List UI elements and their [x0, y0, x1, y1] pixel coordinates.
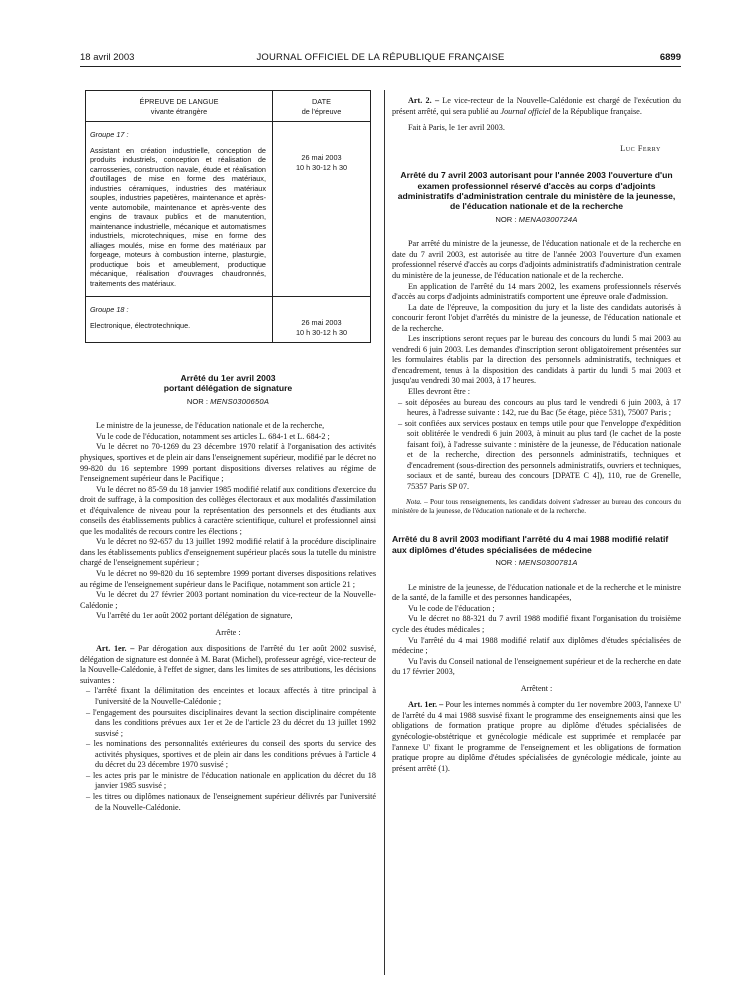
group18-description: Electronique, électrotechnique.: [90, 320, 191, 330]
group17-date-cell: [273, 122, 371, 297]
signature-date: Fait à Paris, le 1er avril 2003.: [408, 123, 505, 133]
group18-date-cell: [273, 297, 371, 343]
decree2-list: [392, 398, 681, 493]
right-column: [392, 96, 681, 774]
header-journal-title: JOURNAL OFFICIEL DE LA RÉPUBLIQUE FRANÇAISE: [256, 52, 505, 63]
article-text: Pour les internes nommés à compter du 1er novembre 2003, l'annexe U' de l'arrêté du 4 mai 1988 susvisé fixant le programme des enseignements ainsi que les obligations de formation pratique propre au diplôme d'études spécialisées de gynécologie-obstétrique et gynécologie médicale est supprimée et remplacée par l'annexe U' fixant le programme de l'enseignement et les obligations de formation pratique propre au diplôme d'études spécialisées de gynécologie médicale, jointe au présent arrêté (1).: [392, 700, 682, 773]
nor-label: NOR :: [495, 214, 517, 224]
decree2-title: Arrêté du 7 avril 2003 autorisant pour l'année 2003 l'ouverture d'un examen professionnel réservé d'accès au corps d'adjoints administratifs d'administration centrale du ministère de la jeunesse, de l'éducation nationale et de la recherche: [397, 170, 676, 212]
page-header: [80, 52, 681, 66]
header-date-line1: DATE: [312, 97, 331, 106]
article-label: Art. 2. –: [408, 96, 440, 105]
decree3-article1: [392, 700, 681, 774]
decree2-nor: [392, 215, 681, 226]
header-page-number: 6899: [659, 52, 681, 63]
decree2-paragraph: Les inscriptions seront reçues par le bureau des concours du lundi 5 mai 2003 au vendredi 6 juin 2003. Les demandes d'inscription seront obligatoirement présentées sur les formulaires établis par la direction des personnels administratifs, techniques et d'encadrement, tenus à la disposition des candidats à partir du lundi 5 mai 2003 et jusqu'au vendredi 30 mai 2003, à 17 heures.: [392, 334, 681, 386]
nor-code: MENS0300650A: [210, 396, 270, 406]
decree2-note: [392, 498, 681, 516]
decree2-paragraph: Par arrêté du ministre de la jeunesse, de l'éducation nationale et de la recherche en date du 7 avril 2003, est autorisée au titre de l'année 2003 l'ouverture d'un examen professionnel réservé d'accès au corps d'adjoints administratifs d'administration centrale du ministère de la jeunesse, de l'éducation nationale et de la recherche.: [392, 239, 681, 280]
group18-date: 26 mai 2003: [301, 318, 342, 327]
decree1-article2: [392, 96, 681, 117]
decree1-arrete: Arrête :: [215, 627, 241, 637]
table-header-row: [86, 91, 371, 122]
group17-description: Assistant en création industrielle, conception de produits industriels, conception et réalisation de carrosseries, construction navale, étude et réalisation d'outillages de mise en forme des matériaux, industries céramiques, industries des matériaux souples, industries papetières, maintenance et après-vente automobile, maintenance et après-vente des engins de travaux publics et de manutention, maintenance industrielle, mécanique et automatismes industriels, microtechniques, mise en forme des alliages moulés, mise en forme des matériaux par forgeage, moteurs à combustion interne, plasturgie, productique bois et ameublement, productique mécanique, réalisation d'ouvrages chaudronnés, traitements des matériaux.: [90, 145, 266, 288]
decree2-paragraph: Elles devront être :: [408, 387, 471, 397]
list-item: – soit déposées au bureau des concours au plus tard le vendredi 6 juin 2003, à 17 heures, à l'adresse suivante : 142, rue du Bac (5e étage, pièce 531), 75007 Paris ;: [392, 398, 681, 419]
table-row: [86, 297, 371, 343]
list-item: – les titres ou diplômes nationaux de l'enseignement supérieur délivrés par l'université de la Nouvelle-Calédonie.: [80, 792, 376, 813]
decree3-title: Arrêté du 8 avril 2003 modifiant l'arrêté du 4 mai 1988 modifié relatif aux diplômes d'études spécialisées de médecine: [392, 534, 669, 555]
decree1-article1: [80, 644, 376, 686]
nor-label: NOR :: [186, 396, 208, 406]
decree2-paragraph: En application de l'arrêté du 14 mars 2002, les examens professionnels réservés d'accès au corps d'adjoints administratifs comportent une épreuve orale d'admission.: [392, 281, 681, 302]
header-language-line1: ÉPREUVE DE LANGUE: [139, 97, 219, 106]
decree3-arretent: Arrêtent :: [520, 683, 553, 693]
decree1-nor: [80, 397, 376, 408]
list-item: – les actes pris par le ministre de l'éducation nationale en application du décret du 18 janvier 1985 susvisé ;: [80, 771, 376, 792]
decree2-paragraph: La date de l'épreuve, la composition du jury et la liste des candidats autorisés à concourir feront l'objet d'arrêtés du ministre de la jeunesse, de l'éducation nationale et de la recherche.: [392, 302, 681, 333]
list-item: – les nominations des personnalités extérieures du conseil des sports du service des activités physiques, sportives et de plein air dans les conditions prévues à l'article 4 du décret du 23 décembre 1970 susvisé ;: [80, 739, 376, 771]
article-label: Art. 1er. –: [408, 700, 444, 710]
group17-cell: [86, 122, 273, 297]
article-text: Par dérogation aux dispositions de l'arrêté du 1er août 2002 susvisé, délégation de signature est donnée à M. Barat (Michel), professeur agrégé, vice-recteur de la Nouvelle-Calédonie, à l'effet de signer, dans les limites de ses attributions, les décisions suivantes :: [80, 644, 376, 685]
decree1-title-line1: Arrêté du 1er avril 2003: [180, 373, 276, 383]
note-label: Nota. –: [406, 498, 428, 507]
group18-time: 10 h 30-12 h 30: [295, 327, 348, 337]
signatory: Luc Ferry: [620, 143, 661, 153]
article-label: Art. 1er. –: [96, 644, 135, 654]
decree1-title-line2: portant délégation de signature: [163, 383, 293, 394]
decree3-paragraph: Vu le décret no 88-321 du 7 avril 1988 modifié fixant l'organisation du troisième cycle des études médicales ;: [392, 614, 681, 635]
decree3-paragraph: Vu l'avis du Conseil national de l'enseignement supérieur et de la recherche en date du 17 février 2003,: [392, 656, 681, 677]
decree1-list: [80, 686, 376, 813]
decree1-paragraph: Vu le décret no 70-1269 du 23 décembre 1970 relatif à l'organisation des activités physiques, sportives et de plein air dans l'enseignement supérieur, modifié par le décret no 99-820 du 16 septembre 1999 portant dispositions diverses relatives au régime de l'enseignement supérieur dans le Pacifique ;: [80, 442, 376, 484]
list-item: – l'arrêté fixant la délimitation des enceintes et locaux affectés à titre principal à l'université de la Nouvelle-Calédonie ;: [80, 686, 376, 707]
decree3-paragraph: Vu le code de l'éducation ;: [408, 603, 495, 613]
group18-cell: [86, 297, 273, 343]
exam-table: [85, 90, 371, 343]
decree1-paragraph: Vu le décret du 27 février 2003 portant nomination du vice-recteur de la Nouvelle-Calédonie ;: [80, 590, 376, 610]
header-language-line2: vivante étrangère: [150, 106, 208, 116]
decree3-nor: [392, 558, 681, 569]
article-text: Le vice-recteur de la Nouvelle-Calédonie est chargé de l'exécution du présent arrêté, qui sera publié au: [392, 96, 682, 116]
nor-code: MENA0300724A: [518, 214, 578, 224]
header-date: 18 avril 2003: [80, 52, 135, 63]
header-rule: [80, 66, 681, 67]
note-text: Pour tous renseignements, les candidats doivent s'adresser au bureau des concours du ministère de la jeunesse, de l'éducation nationale et de la recherche.: [392, 498, 682, 516]
nor-code: MENS0300781A: [518, 558, 578, 568]
decree1-paragraph: Vu le décret no 85-59 du 18 janvier 1985 modifié relatif aux conditions d'exercice du droit de suffrage, à la composition des collèges électoraux et aux modalités d'assimilation et d'équivalence de niveau pour la représentation des personnels et des étudiants aux conseils des établissements publics à caractère scientifique, culturel et professionnel ainsi que les modalités de recours contre les élections ;: [80, 484, 376, 536]
decree1-paragraph: Vu l'arrêté du 1er août 2002 portant délégation de signature,: [96, 611, 293, 621]
header-date-line2: de l'épreuve: [301, 106, 342, 116]
decree1-paragraph: Vu le code de l'éducation, notamment ses articles L. 684-1 et L. 684-2 ;: [96, 431, 330, 441]
group17-time: 10 h 30-12 h 30: [295, 162, 348, 172]
journal-officiel-ref: Journal officiel: [500, 106, 551, 116]
table-header-language: [86, 91, 273, 122]
group18-label: Groupe 18 :: [90, 305, 129, 314]
column-separator: [384, 90, 385, 975]
decree1-title: [80, 373, 376, 394]
decree3-paragraph: Le ministre de la jeunesse, de l'éducation nationale et de la recherche et le ministre de la santé, de la famille et des personnes handicapées,: [392, 582, 681, 603]
nor-label: NOR :: [495, 558, 517, 568]
group17-label: Groupe 17 :: [90, 130, 129, 139]
list-item: – soit confiées aux services postaux en temps utile pour que l'enveloppe d'expédition soit oblitérée le vendredi 6 juin 2003, à minuit au plus tard (le cachet de la poste faisant foi), à l'adresse suivante : ministère de la jeunesse, de l'éducation nationale et de la recherche, direction des personnels administratifs, techniques et d'encadrement (sous-direction des personnels administratifs, ouvriers et techniques, sociaux et de santé, bureau des concours [DPATE C 4]), 110, rue de Grenelle, 75357 Paris SP 07.: [392, 419, 681, 493]
decree1-paragraph: Vu le décret no 92-657 du 13 juillet 1992 modifié relatif à la procédure disciplinaire dans les établissements publics d'enseignement supérieur placés sous la tutelle du ministre chargé de l'enseignement supérieur ;: [80, 537, 376, 568]
left-column: [80, 90, 376, 813]
table-header-date: [273, 91, 371, 122]
article-text: de la République française.: [552, 106, 642, 116]
decree3-paragraph: Vu l'arrêté du 4 mai 1988 modifié relatif aux diplômes d'études spécialisées de médecine ;: [392, 635, 681, 656]
list-item: – l'engagement des poursuites disciplinaires devant la section disciplinaire compétente dans les conditions prévues aux 1er et 2e de l'article 23 du décret du 13 juillet 1992 susvisé ;: [80, 708, 376, 740]
table-row: [86, 122, 371, 297]
decree1-paragraph: Vu le décret no 99-820 du 16 septembre 1999 portant diverses dispositions relatives au régime de l'enseignement supérieur dans le Pacifique, notamment son article 21 ;: [80, 569, 376, 589]
group17-date: 26 mai 2003: [301, 153, 342, 162]
decree1-paragraph: Le ministre de la jeunesse, de l'éducation nationale et de la recherche,: [96, 421, 325, 431]
